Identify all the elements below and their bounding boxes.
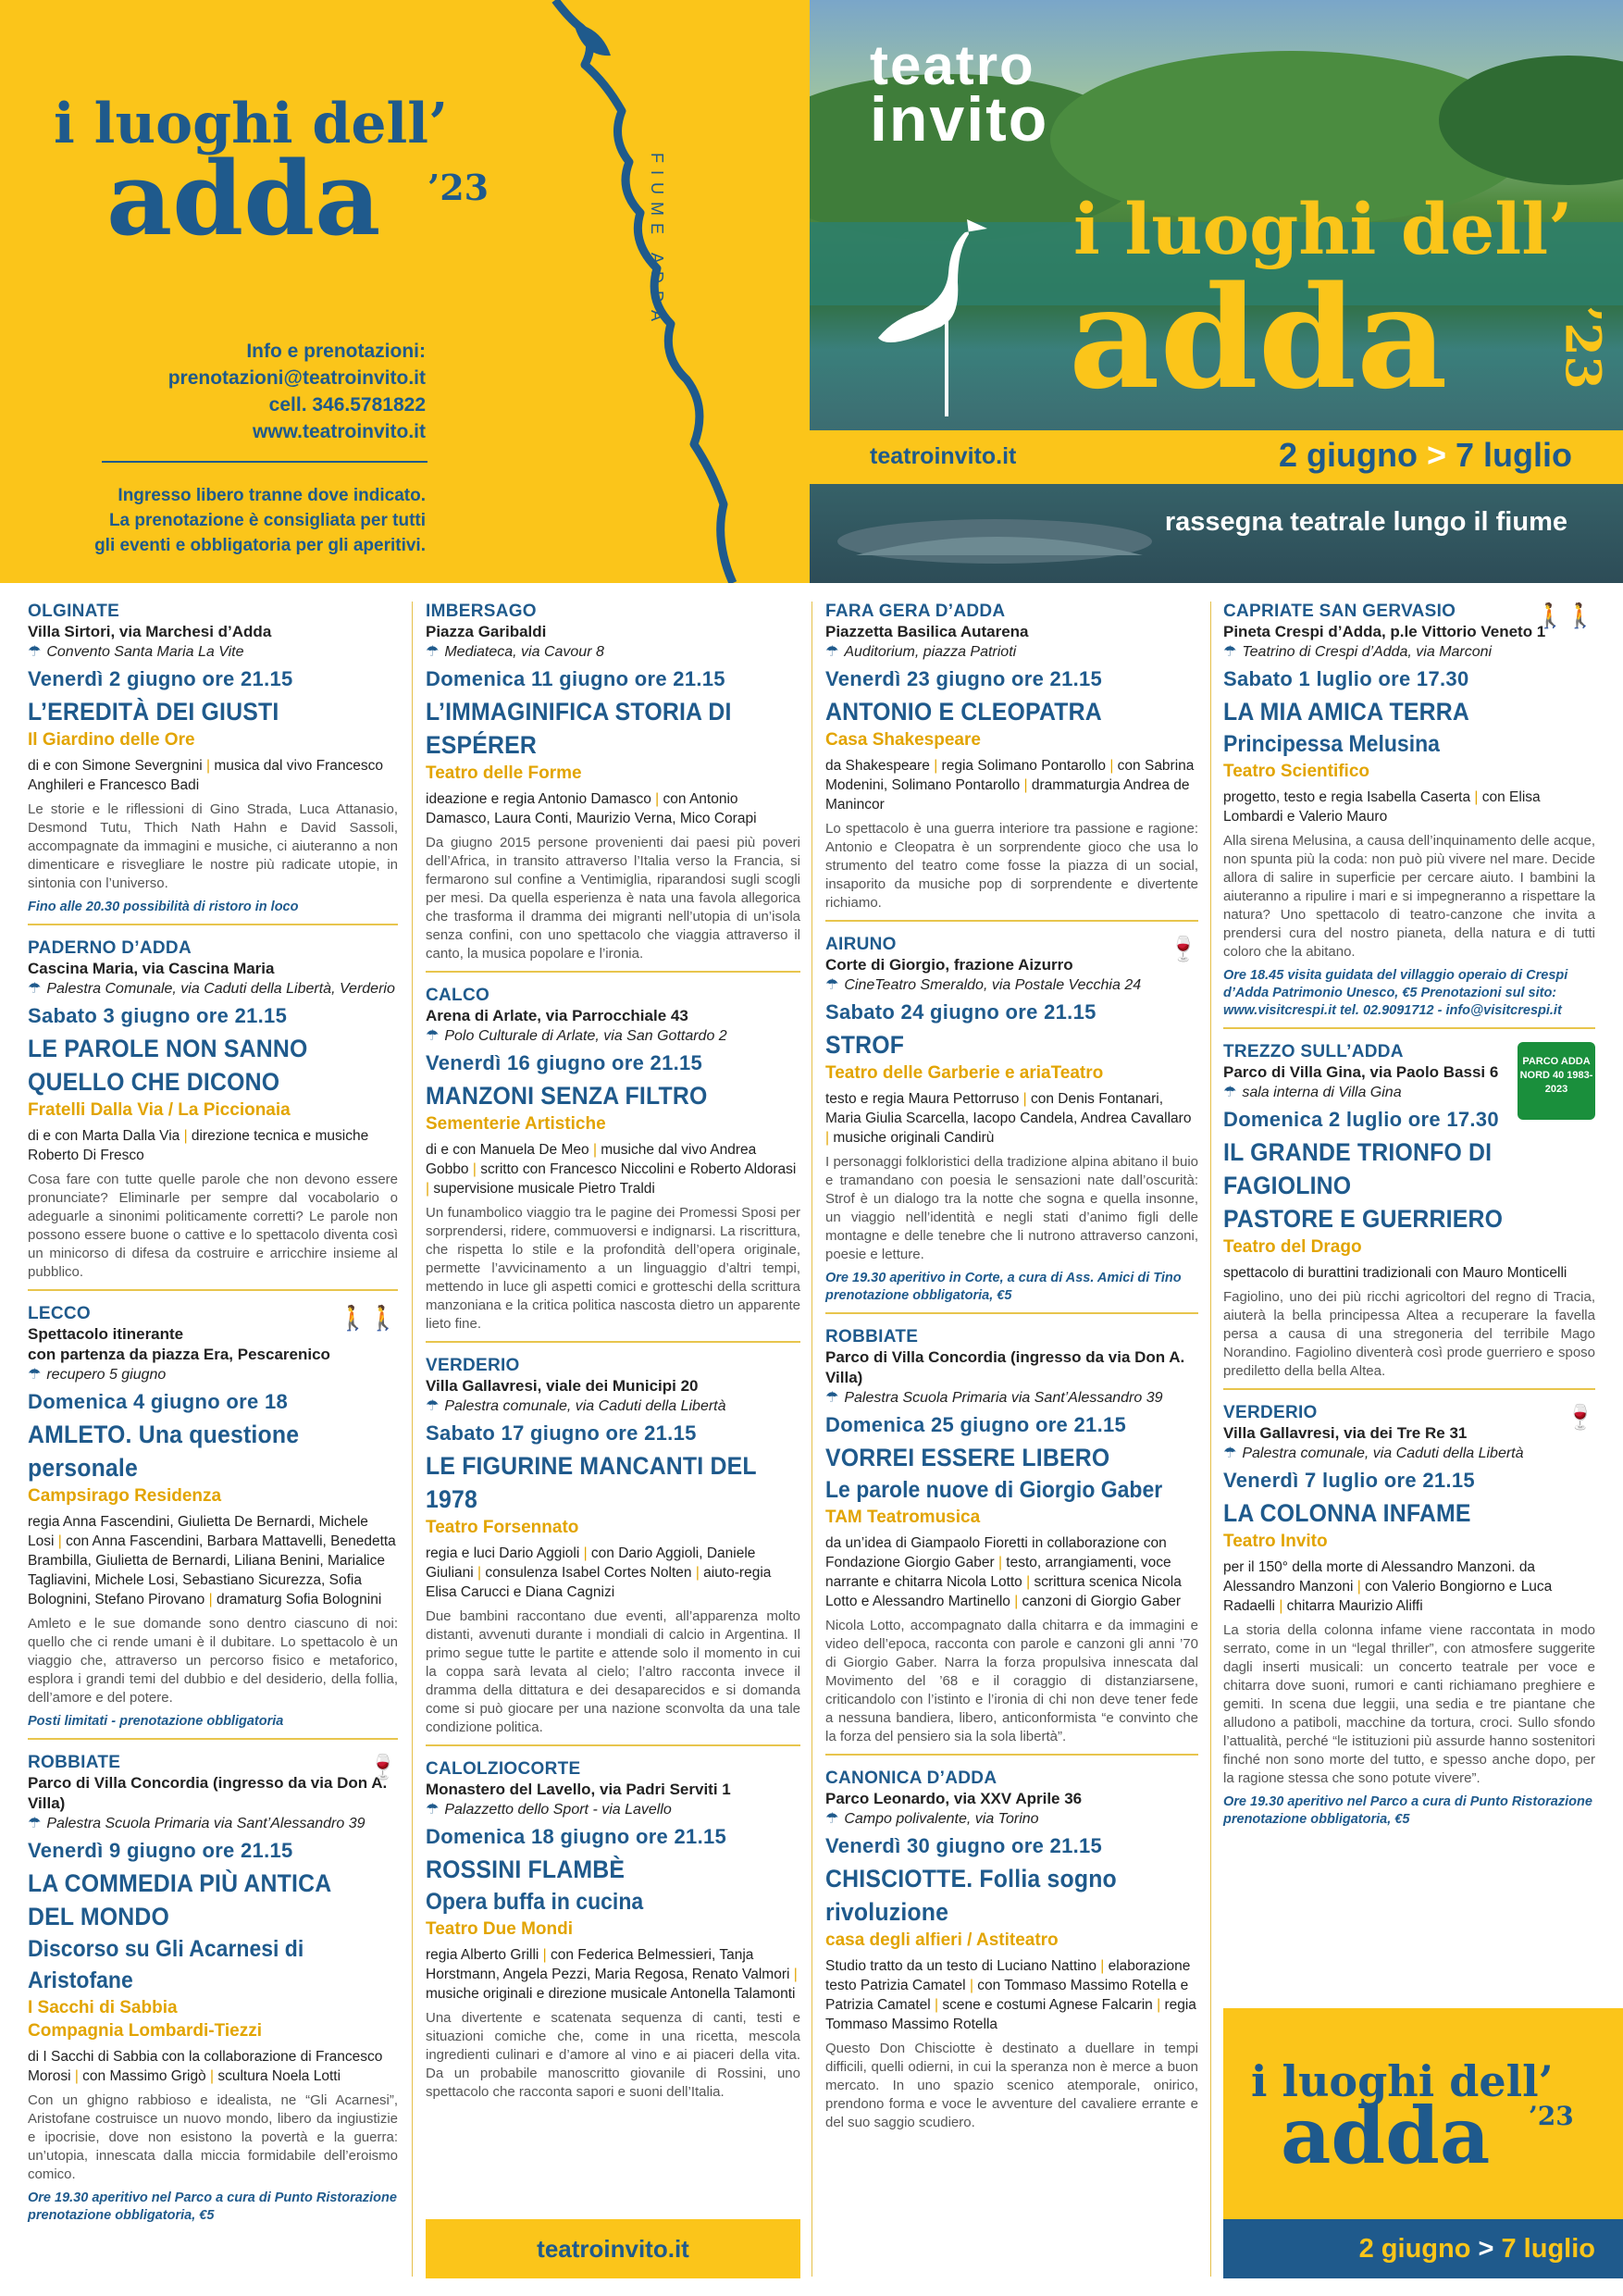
event-title: L’IMMAGINIFICA STORIA DI ESPÉRER [426, 698, 732, 759]
event-credits: di e con Marta Dalla Via | direzione tecnica e musiche Roberto Di Fresco [28, 1128, 369, 1163]
date-start: 2 giugno [1278, 436, 1418, 474]
event-rain-venue: ☂ Palazzetto dello Sport - via Lavello [426, 1802, 672, 1818]
event-datetime: Venerdì 9 giugno ore 21.15 [28, 1839, 293, 1862]
event-description: Fagiolino, uno dei più ricchi agricoltori del regno di Tracia, aiuterà la bella principessa Altea a recuperare la favella persa a causa di una stregoneria del terribile Mago Norandino. Fagiolino diventerà così prode guerriero e sposo prediletto della bella Altea. [1223, 1289, 1595, 1379]
event-credits: regia Anna Fascendini, Giulietta De Bernardi, Michele Losi | con Anna Fascendini, Barbara Mattavelli, Benedetta Brambilla, Giulietta de Bernardi, Liliana Benini, Marialice Tagliavini, Michele Losi, Sebastiano Sicurezza, Sofia Bolognini, Stefano Pirovano | dramaturg Sofia Bolognini [28, 1514, 396, 1607]
event-company: Teatro Scientifico [1223, 762, 1370, 781]
event-rain-venue: ☂ Palestra Scuola Primaria via Sant’Alessandro 39 [825, 1390, 1163, 1406]
event-description: Lo spettacolo è una guerra interiore tra passione e ragione: Antonio e Cleopatra è un sorprendente gioco che usa lo strumento del teatro come fosse la piazza di un social, insaporito da musiche pop di sorprendente e divertente richiamo. [825, 821, 1198, 911]
wine-glass-icon: 🍷 [1168, 935, 1198, 962]
event-title-2: PASTORE E GUERRIERO [1223, 1205, 1504, 1233]
umbrella-icon: ☂ [825, 644, 839, 660]
event-company: Teatro delle Garberie e ariaTeatro [825, 1063, 1104, 1083]
event-datetime: Domenica 11 giugno ore 21.15 [426, 667, 725, 690]
event-description: Un funambolico viaggio tra le pagine dei Promessi Sposi per sorprendersi, ridere, commuoversi e indignarsi. La riscrittura, che rispetta lo stile e la profondità dell’opera originale, permette l’avvicinamento a un linguaggio d’altri tempi, mettendo in luce gli aspetti comici e grotteschi della scrittura manzoniana e la critica politica nascosta dietro un apparente lieto fine. [426, 1205, 800, 1332]
event-company: Fratelli Dalla Via / La Piccionaia [28, 1100, 291, 1120]
footer-logo-line2: adda [1281, 2090, 1491, 2181]
event-venue: Villa Gallavresi, via dei Tre Re 31 [1223, 1424, 1468, 1442]
event-company: Teatro delle Forme [426, 763, 582, 783]
entry-line-3: gli eventi e obbligatoria per gli aperitivi. [94, 536, 426, 555]
event-rain-venue: ☂ Convento Santa Maria La Vite [28, 644, 244, 660]
event-title: L’EREDITÀ DEI GIUSTI [28, 698, 279, 726]
wine-glass-icon: 🍷 [1565, 1403, 1595, 1431]
event-note: Fino alle 20.30 possibilità di ristoro in loco [28, 900, 299, 914]
entry-line-2: La prenotazione è consigliata per tutti [108, 511, 426, 530]
footer-logo-line1: i luoghi dell’ [1251, 2056, 1554, 2106]
event-town: TREZZO SULL’ADDA [1223, 1042, 1404, 1061]
right-logo-year: ’23 [1554, 305, 1611, 390]
event-title: LA MIA AMICA TERRA [1223, 698, 1469, 726]
info-email[interactable]: prenotazioni@teatroinvito.it [167, 367, 426, 389]
event-venue-2: con partenza da piazza Era, Pescarenico [28, 1346, 330, 1363]
info-title: Info e prenotazioni: [246, 341, 426, 362]
event-title: ROSSINI FLAMBÈ [426, 1855, 626, 1883]
event-town: ROBBIATE [825, 1327, 919, 1347]
event-company: Il Giardino delle Ore [28, 730, 195, 750]
event-description: Da giugno 2015 persone provenienti dai paesi più poveri dell’Africa, in transito attraverso l’Italia verso la Francia, si fermarono sul confine a Ventimiglia, riparandosi sugli scogli per mesi. Da quella esperienza è nata una favola allegorica che trasforma il dramma dei migranti nell’utopia di un’isola senza confini, con uno spettacolo che viaggia attraverso il canto, la musica popolare e l’ironia. [426, 835, 800, 962]
events-column-1 [28, 602, 398, 2296]
header-right-photo [810, 0, 1623, 583]
event-description: Con un ghigno rabbioso e idealista, ne “Gli Acarnesi”, Aristofane costruisce un nuovo mondo, libero da ingiustizie e ipocrisie, dove non esistono la povertà e la guerra: un’utopia, innescata dalla miccia formidabile dell’eroismo comico. [28, 2092, 398, 2182]
event-card [28, 1753, 398, 2232]
event-datetime: Domenica 4 giugno ore 18 [28, 1390, 289, 1413]
event-town: AIRUNO [825, 935, 897, 954]
right-logo-line1: i luoghi dell’ [1073, 188, 1573, 270]
col2-footer-site[interactable]: teatroinvito.it [537, 2235, 689, 2263]
event-card [426, 1759, 800, 2109]
date-end: 7 luglio [1456, 436, 1572, 474]
event-card [1223, 1042, 1595, 1390]
event-venue: Piazza Garibaldi [426, 623, 547, 640]
event-title: LE PAROLE NON SANNO [28, 1035, 308, 1062]
event-description: I personaggi folkloristici della tradizione alpina abitano il buio e tramandano con poesia le sensazioni nate dall’oscurità: Strof è un dialogo tra la notte che sogna e quella insonne, un viaggio nell’identità e negli stati d’animo figli delle montagne e delle tenebre che li nutrono attraverso canzoni, poesie e letture. [825, 1154, 1198, 1262]
event-description: Questo Don Chisciotte è destinato a duellare in tempi difficili, quelli odierni, in cui la speranza non è merce a buon mercato. In uno spazio scenico atemporale, onirico, prendono forma e voce le avventure del cavaliere errante e del suo saggio scudiero. [825, 2041, 1198, 2130]
event-venue: Cascina Maria, via Cascina Maria [28, 960, 275, 977]
event-datetime: Domenica 18 giugno ore 21.15 [426, 1825, 727, 1848]
event-town: PADERNO D’ADDA [28, 938, 192, 958]
event-credits: per il 150° della morte di Alessandro Manzoni. da Alessandro Manzoni | con Valerio Bongiorno e Luca Radaelli | chitarra Maurizio Aliffi [1223, 1559, 1553, 1614]
event-description: Alla sirena Melusina, a causa dell’inquinamento delle acque, non spunta più la coda: non può più vivere nel mare. Decide allora di salire in superficie per cercare aiuto. I bambini la aiuteranno a ripulire i mari e si impegneranno a rispettare la natura? Uno spettacolo di teatro-canzone che invita a prendersi cura del nostro pianeta, della natura e di tutti coloro che la abitano. [1223, 833, 1595, 960]
col2-footer-bar [426, 2219, 800, 2278]
event-note: Ore 19.30 aperitivo in Corte, a cura di Ass. Amici di Tino prenotazione obbligatoria, €5 [825, 1271, 1182, 1303]
event-datetime: Venerdì 7 luglio ore 21.15 [1223, 1469, 1475, 1492]
parco-adda-nord-badge: PARCO ADDA NORD 40 1983-2023 [1518, 1042, 1595, 1120]
event-venue: Parco di Villa Gina, via Paolo Bassi 6 [1223, 1063, 1499, 1081]
event-description: Le storie e le riflessioni di Gino Strada, Luca Attanasio, Desmond Tutu, Thich Nath Hahn e David Sassoli, accompagnate da immagini e musiche, ci aiuteranno a non dimenticare e risvegliare le nostre più radicate utopie, in sintonia con l’universo. [28, 801, 398, 891]
event-town: LECCO [28, 1304, 91, 1323]
event-town: CAPRIATE SAN GERVASIO [1223, 602, 1456, 621]
header-divider [102, 461, 427, 463]
event-rain-venue: ☂ Teatrino di Crespi d’Adda, via Marconi [1223, 644, 1493, 660]
river-label: FIUME ADDA [648, 153, 666, 329]
event-town: VERDERIO [426, 1356, 520, 1375]
left-logo-year: ’23 [427, 167, 489, 208]
event-title: IL GRANDE TRIONFO DI FAGIOLINO [1223, 1138, 1493, 1199]
event-rain-venue: ☂ Palestra Comunale, via Caduti della Libertà, Verderio [28, 981, 395, 997]
event-credits: di e con Manuela De Meo | musiche dal vivo Andrea Gobbo | scritto con Francesco Niccolini e Roberto Aldorasi | supervisione musicale Pietro Traldi [426, 1142, 797, 1197]
brand-invito: invito [870, 84, 1049, 155]
right-logo-line2: adda [1069, 254, 1448, 420]
walking-people-icon: 🚶🚶 [1535, 602, 1595, 629]
event-datetime: Venerdì 23 giugno ore 21.15 [825, 667, 1103, 690]
event-town: ROBBIATE [28, 1753, 121, 1772]
umbrella-icon: ☂ [28, 1816, 42, 1831]
event-venue: Corte di Giorgio, frazione Aizurro [825, 956, 1073, 974]
event-credits: da un’idea di Giampaolo Fioretti in collaborazione con Fondazione Giorgio Gaber | testo, arrangiamenti, voce narrante e chitarra Nicola Lotto | scrittura scenica Nicola Lotto e Alessandro Martinello | canzoni di Giorgio Gaber [825, 1535, 1182, 1609]
umbrella-icon: ☂ [28, 1367, 42, 1383]
event-title: LA COMMEDIA PIÙ ANTICA DEL MONDO [28, 1869, 331, 1930]
event-company: Teatro Forsennato [426, 1518, 579, 1537]
event-description: La storia della colonna infame viene raccontata in modo serrato, come in un “legal thriller”, con atmosfere suggerite dagli inserti musicali: un concerto teatrale per voce e chitarra dove suoni, rumori e canti richiamano preghiere e gemiti. In scena due leggii, una sedia e tre piantane che alludono a patiboli, macchine da tortura, croci. Sullo sfondo l’attualità, perché “le istituzioni più assurde hanno sostenitori finché non sono morte del tutto, e spesso anche dopo, per la ragione stessa che sono potute vivere”. [1223, 1622, 1595, 1786]
event-company: Campsirago Residenza [28, 1486, 222, 1506]
entry-block [94, 483, 426, 558]
event-rain-venue: ☂ Mediateca, via Cavour 8 [426, 644, 604, 660]
event-rain-venue: ☂ Campo polivalente, via Torino [825, 1811, 1039, 1827]
event-town: CANONICA D’ADDA [825, 1769, 997, 1788]
event-credits: regia e luci Dario Aggioli | con Dario Aggioli, Daniele Giuliani | consulenza Isabel Cortes Nolten | aiuto-regia Elisa Carucci e Diana Cagnizi [426, 1545, 772, 1600]
event-venue: Arena di Arlate, via Parrocchiale 43 [426, 1007, 688, 1024]
event-title: ANTONIO E CLEOPATRA [825, 698, 1102, 726]
event-title: CHISCIOTTE. Follia sogno rivoluzione [825, 1865, 1117, 1926]
event-credits: testo e regia Maura Pettorruso | con Denis Fontanari, Maria Giulia Scarcella, Iacopo Candela, Andrea Cavallaro | musiche originali Candirù [825, 1091, 1192, 1146]
event-town: CALCO [426, 986, 490, 1005]
event-datetime: Venerdì 16 giugno ore 21.15 [426, 1051, 703, 1074]
event-card [825, 935, 1198, 1314]
footer-dates [1223, 2219, 1623, 2278]
event-card [825, 1769, 1198, 2140]
footer-date-end: 7 luglio [1501, 2234, 1595, 2264]
event-datetime: Domenica 2 luglio ore 17.30 [1223, 1108, 1499, 1131]
header-left-panel [0, 0, 810, 583]
event-company: Teatro Invito [1223, 1532, 1328, 1551]
event-datetime: Venerdì 30 giugno ore 21.15 [825, 1834, 1103, 1857]
event-town: VERDERIO [1223, 1403, 1318, 1422]
brand-teatro: teatro [870, 34, 1035, 96]
event-card [825, 602, 1198, 922]
event-credits: ideazione e regia Antonio Damasco | con Antonio Damasco, Laura Conti, Maurizio Verna, Mico Corapi [426, 791, 757, 826]
event-note: Ore 19.30 aperitivo nel Parco a cura di Punto Ristorazione prenotazione obbligatoria, €5 [28, 2191, 397, 2223]
event-title-2: QUELLO CHE DICONO [28, 1068, 280, 1096]
events-column-3 [825, 602, 1198, 2296]
event-rain-venue: ☂ Palestra comunale, via Caduti della Libertà [426, 1398, 726, 1414]
event-town: CALOLZIOCORTE [426, 1759, 581, 1779]
event-card [1223, 602, 1595, 1029]
umbrella-icon: ☂ [825, 1811, 839, 1827]
heron-silhouette-icon [849, 208, 997, 421]
event-venue: Parco di Villa Concordia (ingresso da via Don A. Villa) [825, 1348, 1185, 1386]
event-town: IMBERSAGO [426, 602, 537, 621]
event-company-2: Compagnia Lombardi-Tiezzi [28, 2021, 263, 2041]
left-logo-line2: adda [106, 139, 381, 258]
event-subtitle: Discorso su Gli Acarnesi di Aristofane [28, 1936, 304, 1993]
event-company: Sementerie Artistiche [426, 1114, 606, 1134]
umbrella-icon: ☂ [426, 1802, 440, 1818]
event-company: Teatro del Drago [1223, 1237, 1362, 1257]
event-company: TAM Teatromusica [825, 1508, 981, 1527]
umbrella-icon: ☂ [426, 1028, 440, 1044]
footer-logo-year: ’23 [1529, 2101, 1574, 2131]
event-venue: Piazzetta Basilica Autarena [825, 623, 1029, 640]
info-web[interactable]: www.teatroinvito.it [252, 421, 426, 442]
event-title: STROF [825, 1031, 905, 1059]
event-title: VORREI ESSERE LIBERO [825, 1444, 1110, 1471]
event-description: Amleto e le sue domande sono dentro ciascuno di noi: quello che ci rende umani è il dubitare. Lo spettacolo è un viaggio che, attraverso un percorso fisico e metaforico, esplora i grandi temi del dubbio e del desiderio, della follia, dell’amore e del potere. [28, 1616, 398, 1706]
footer-logo-box [1223, 2008, 1623, 2278]
event-company: I Sacchi di Sabbia [28, 1998, 178, 2017]
event-datetime: Sabato 17 giugno ore 21.15 [426, 1421, 697, 1445]
event-credits: di I Sacchi di Sabbia con la collaborazione di Francesco Morosi | con Massimo Grigò | scultura Noela Lotti [28, 2049, 383, 2084]
event-venue: Pineta Crespi d’Adda, p.le Vittorio Veneto 1 [1223, 623, 1546, 640]
event-rain-venue: ☂ sala interna di Villa Gina [1223, 1085, 1402, 1100]
event-datetime: Sabato 3 giugno ore 21.15 [28, 1004, 288, 1027]
event-note: Posti limitati - prenotazione obbligatoria [28, 1714, 284, 1729]
umbrella-icon: ☂ [28, 981, 42, 997]
event-venue: Villa Gallavresi, viale dei Municipi 20 [426, 1377, 699, 1395]
umbrella-icon: ☂ [1223, 644, 1237, 660]
event-credits: di e con Simone Severgnini | musica dal vivo Francesco Anghileri e Francesco Badi [28, 758, 383, 793]
event-rain-venue: ☂ Auditorium, piazza Patrioti [825, 644, 1017, 660]
umbrella-icon: ☂ [1223, 1085, 1237, 1100]
event-title: LE FIGURINE MANCANTI DEL 1978 [426, 1452, 757, 1513]
event-rain-venue: ☂ Palestra comunale, via Caduti della Libertà [1223, 1446, 1524, 1461]
event-note: Ore 19.30 aperitivo nel Parco a cura di Punto Ristorazione prenotazione obbligatoria, €5 [1223, 1794, 1592, 1827]
entry-line-1: Ingresso libero tranne dove indicato. [118, 486, 426, 505]
umbrella-icon: ☂ [426, 644, 440, 660]
date-arrow: > [1426, 436, 1446, 474]
event-venue: Parco Leonardo, via XXV Aprile 36 [825, 1790, 1083, 1807]
event-title: AMLETO. Una questione personale [28, 1421, 300, 1482]
event-company: casa degli alfieri / Astiteatro [825, 1930, 1059, 1950]
walking-people-icon: 🚶🚶 [338, 1304, 398, 1332]
event-card [426, 1356, 800, 1746]
event-card [28, 1304, 398, 1740]
event-venue: Parco di Villa Concordia (ingresso da via Don A. Villa) [28, 1774, 388, 1812]
event-rain-venue: ☂ Polo Culturale di Arlate, via San Gottardo 2 [426, 1028, 727, 1044]
event-description: Cosa fare con tutte quelle parole che non devono essere pronunciate? Eliminarle per sempre dal vocabolario o adeguarle a sinonimi politicamente corretti? Le parole non possono essere buone o cattive e lo spettacolo diventa così un minicorso di difesa da costruire e arricchire insieme al pubblico. [28, 1172, 398, 1280]
tagline: rassegna teatrale lungo il fiume [1164, 507, 1567, 537]
event-datetime: Sabato 1 luglio ore 17.30 [1223, 667, 1469, 690]
event-credits: Studio tratto da un testo di Luciano Nattino | elaborazione testo Patrizia Camatel | con Tommaso Massimo Rotella e Patrizia Camatel | scene e costumi Agnese Falcarin | regia Tommaso Massimo Rotella [825, 1958, 1196, 2032]
event-title: MANZONI SENZA FILTRO [426, 1082, 708, 1110]
wine-glass-icon: 🍷 [367, 1753, 398, 1781]
event-credits: spettacolo di burattini tradizionali con Mauro Monticelli [1223, 1265, 1567, 1281]
site-link[interactable]: teatroinvito.it [870, 443, 1017, 469]
dates-bar [810, 430, 1623, 484]
event-town: FARA GERA D’ADDA [825, 602, 1006, 621]
left-logo-line1: i luoghi dell’ [54, 92, 448, 156]
event-subtitle: Le parole nuove di Giorgio Gaber [825, 1477, 1163, 1503]
umbrella-icon: ☂ [1223, 1446, 1237, 1461]
events-column-2 [426, 602, 800, 2296]
event-town: OLGINATE [28, 602, 120, 621]
event-description: Una divertente e scatenata sequenza di canti, testi e situazioni comiche che, come in una ricetta, mescola ingredienti culinari e d’amore al vino e ai piaceri della vita. Da un probabile manoscritto giovanile di Rossini, uno spettacolo che racconta sapori e suoni dell’Italia. [426, 2010, 800, 2100]
event-company: Casa Shakespeare [825, 730, 981, 750]
event-credits: progetto, testo e regia Isabella Caserta | con Elisa Lombardi e Valerio Mauro [1223, 789, 1541, 825]
umbrella-icon: ☂ [825, 977, 839, 993]
event-description: Nicola Lotto, accompagnato dalla chitarra e da immagini e video dell’epoca, racconta con parole e canzoni gli anni ’70 di Giorgio Gaber. Narra la forza propulsiva innescata dal Movimento del ’68 e il coraggio di distanziarsene, criticandolo con l’istinto e l’ironia di chi non deve tener fede a nessuna bandiera, libero, anticonformista “e convinto che la forza del pensiero sia la sola libertà”. [825, 1618, 1198, 1744]
event-title: LA COLONNA INFAME [1223, 1499, 1471, 1527]
event-rain-venue: ☂ recupero 5 giugno [28, 1367, 167, 1383]
event-datetime: Domenica 25 giugno ore 21.15 [825, 1413, 1127, 1436]
event-rain-venue: ☂ Palestra Scuola Primaria via Sant’Alessandro 39 [28, 1816, 365, 1831]
info-block [168, 338, 426, 445]
umbrella-icon: ☂ [28, 644, 42, 660]
event-company: Teatro Due Mondi [426, 1919, 574, 1939]
event-venue: Spettacolo itinerante [28, 1325, 184, 1343]
info-phone: cell. 346.5781822 [268, 394, 426, 416]
event-card [1223, 1403, 1595, 1836]
event-card [28, 602, 398, 925]
event-description: Due bambini raccontano due eventi, all’apparenza molto distanti, avvenuti durante i mondiali di calcio in Argentina. Il primo segue tutte le partite e attende solo il momento in cui la coppa sarà levata al cielo; l’altro racconta invece il dramma della dittatura e dei desaparecidos e si domanda come si può giocare per una nazione sconvolta da una tale condizione politica. [426, 1608, 800, 1735]
dates-range [1279, 436, 1572, 475]
event-card [825, 1327, 1198, 1756]
event-datetime: Sabato 24 giugno ore 21.15 [825, 1000, 1096, 1024]
event-credits: da Shakespeare | regia Solimano Pontarollo | con Sabrina Modenini, Solimano Pontarollo | drammaturgia Andrea de Manincor [825, 758, 1195, 813]
event-card [426, 986, 800, 1343]
event-rain-venue: ☂ CineTeatro Smeraldo, via Postale Vecchia 24 [825, 977, 1142, 993]
event-datetime: Venerdì 2 giugno ore 21.15 [28, 667, 293, 690]
footer-date-start: 2 giugno [1358, 2234, 1471, 2264]
event-subtitle: Principessa Melusina [1223, 731, 1440, 757]
umbrella-icon: ☂ [825, 1390, 839, 1406]
umbrella-icon: ☂ [426, 1398, 440, 1414]
event-credits: regia Alberto Grilli | con Federica Belmessieri, Tanja Horstmann, Angela Pezzi, Maria Regosa, Renato Valmori | musiche originali e direzione musicale Antonella Talamonti [426, 1947, 798, 2002]
event-card [28, 938, 398, 1291]
event-note: Ore 18.45 visita guidata del villaggio operaio di Crespi d’Adda Patrimonio Unesco, €5 Prenotazioni sul sito: www.visitcrespi.it tel. 02.9091712 - info@visitcrespi.it [1223, 968, 1568, 1018]
footer-date-arrow: > [1478, 2234, 1494, 2264]
event-subtitle: Opera buffa in cucina [426, 1889, 644, 1915]
event-card [426, 602, 800, 973]
event-venue: Monastero del Lavello, via Padri Serviti 1 [426, 1781, 731, 1798]
event-venue: Villa Sirtori, via Marchesi d’Adda [28, 623, 272, 640]
